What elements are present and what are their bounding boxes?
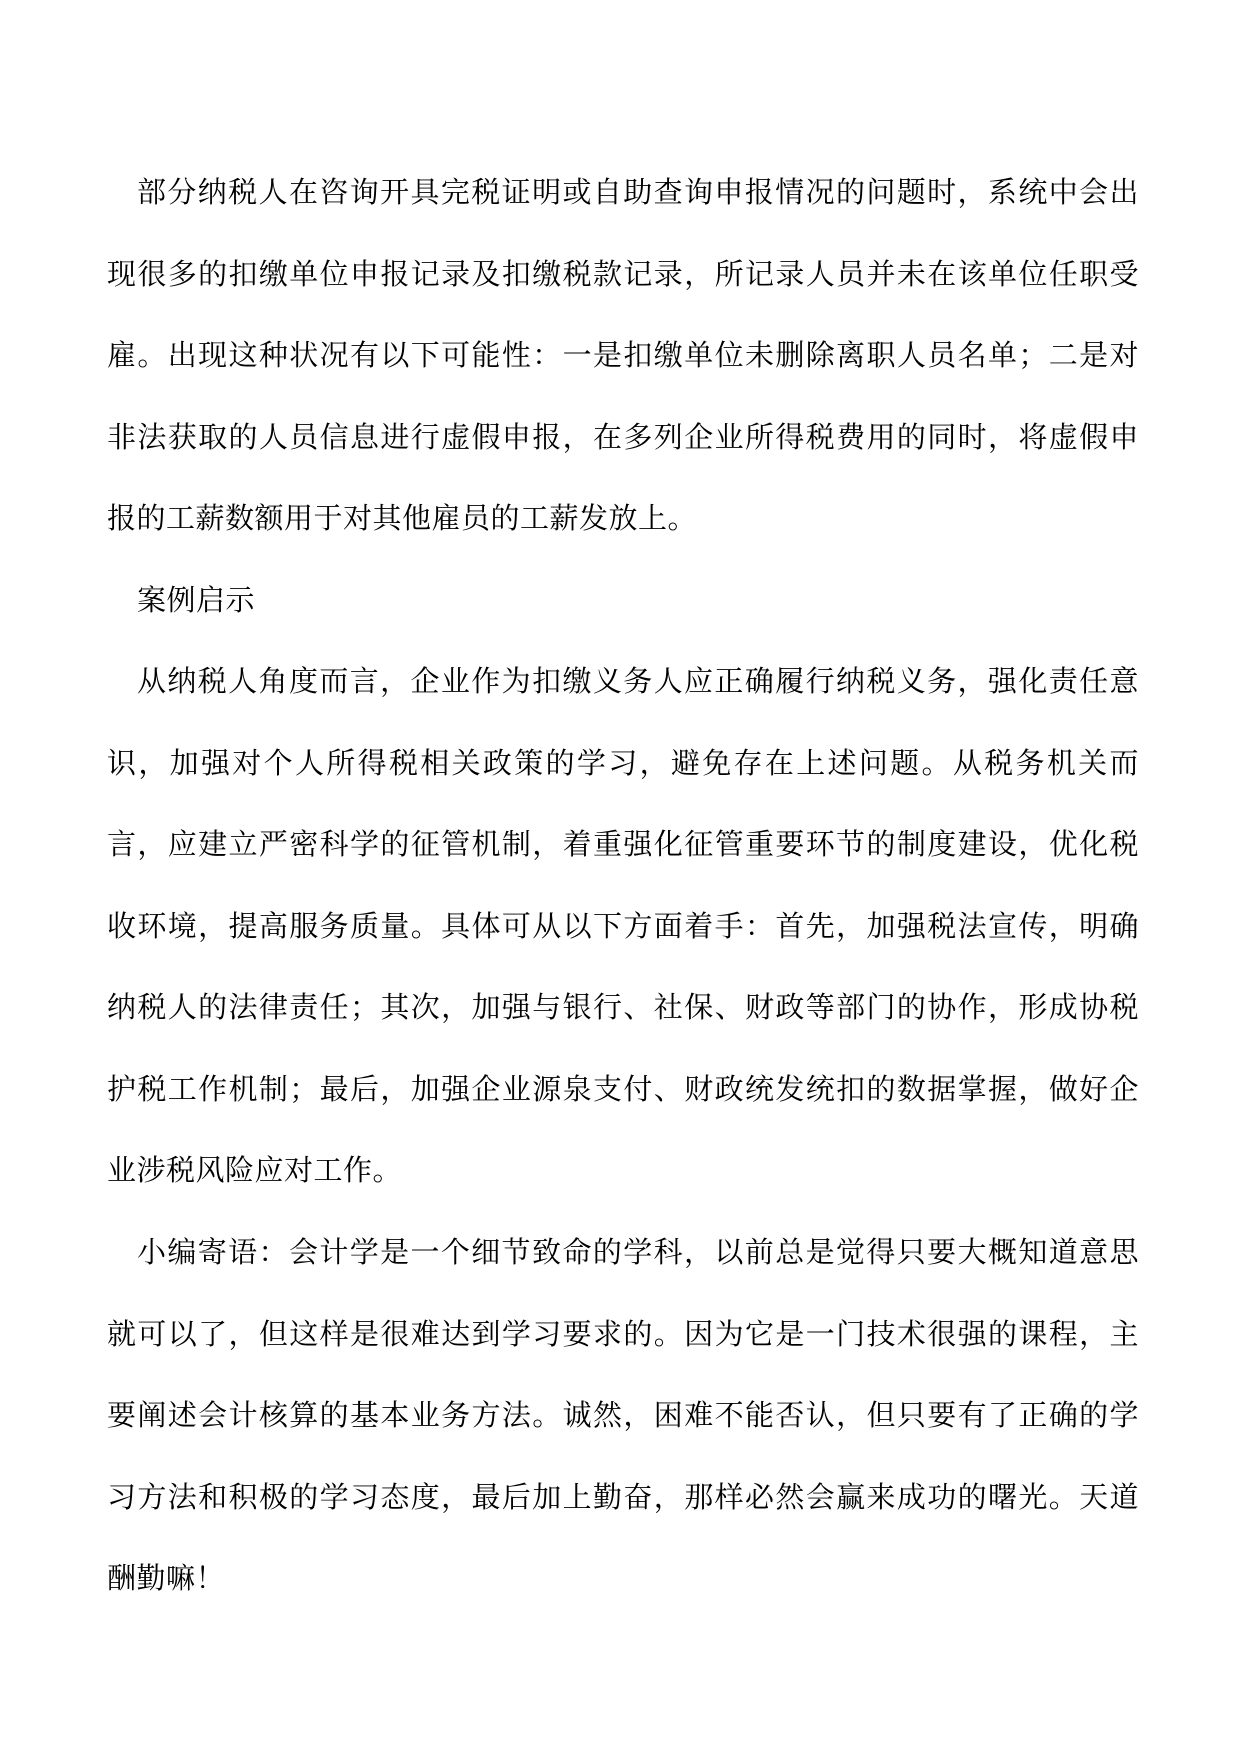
- paragraph-false-records: 部分纳税人在咨询开具完税证明或自助查询申报情况的问题时，系统中会出现很多的扣缴单位申报记录及扣缴税款记录，所记录人员并未在该单位任职受雇。出现这种状况有以下可能性：一是扣缴单位未删除离职人员名单；二是对非法获取的人员信息进行虚假申报，在多列企业所得税费用的同时，将虚假申报的工薪数额用于对其他雇员的工薪发放上。: [107, 175, 1139, 535]
- paragraph-editor-note: 小编寄语：会计学是一个细节致命的学科，以前总是觉得只要大概知道意思就可以了，但这样是很难达到学习要求的。因为它是一门技术很强的课程，主要阐述会计核算的基本业务方法。诚然，困难不能否认，但只要有了正确的学习方法和积极的学习态度，最后加上勤奋，那样必然会赢来成功的曙光。天道酬勤嘛！: [107, 1235, 1139, 1595]
- paragraph-recommendations: 从纳税人角度而言，企业作为扣缴义务人应正确履行纳税义务，强化责任意识，加强对个人所得税相关政策的学习，避免存在上述问题。从税务机关而言，应建立严密科学的征管机制，着重强化征管重要环节的制度建设，优化税收环境，提高服务质量。具体可从以下方面着手：首先，加强税法宣传，明确纳税人的法律责任；其次，加强与银行、社保、财政等部门的协作，形成协税护税工作机制；最后，加强企业源泉支付、财政统发统扣的数据掌握，做好企业涉税风险应对工作。: [107, 664, 1139, 1187]
- section-heading-case-insight: 案例启示: [137, 583, 256, 617]
